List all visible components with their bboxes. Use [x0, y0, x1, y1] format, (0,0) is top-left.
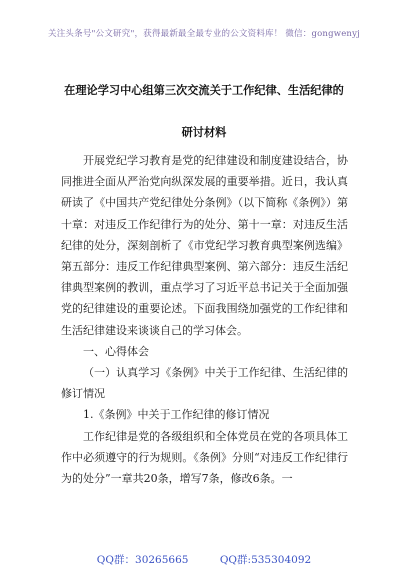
item-heading: 1.《条例》中关于工作纪律的修订情况	[83, 408, 270, 422]
qq-group-link-2[interactable]: QQ群:535304092	[219, 554, 312, 566]
paragraph-intro: 开展党纪学习教育是党的纪律建设和制度建设结合，协同推进全面从严治党向纵深发展的重要举措。近日，我认真研读了《中国共产党纪律处分条例》（以下简称《条例》）第十章：对违反工作纪律行为的处分、第十一章：对违反生活纪律的处分，深刻剖析了《市党纪学习教育典型案例选编》第五部分：违反工作纪律典型案例、第六部分：违反生活纪律典型案例的教训，重点学习了习近平总书记关于全面加强党的纪律建设的重要论述。下面我围绕加强党的工作纪律和生活纪律建设来谈谈自己的学习体会。	[61, 154, 348, 337]
paragraph-work-discipline: 工作纪律是党的各级组织和全体党员在党的各项具体工作中必须遵守的行为规则。《条例》分则“对违反工作纪律行为的处分”一章共20条，增写7条，修改6条。一	[61, 429, 348, 486]
document-subtitle: 研讨材料	[181, 125, 227, 139]
page-header-banner: 关注头条号"公文研究"，获得最新最全最专业的公文资料库！ 微信：gongwenyj	[48, 29, 360, 39]
section-heading: 一、心得体会	[83, 344, 149, 358]
document-body	[61, 150, 348, 489]
subsection-heading: （一）认真学习《条例》中关于工作纪律、生活纪律的修订情况	[61, 366, 348, 401]
qq-group-link-1[interactable]: QQ群：30265665	[96, 554, 189, 566]
document-title: 在理论学习中心组第三次交流关于工作纪律、生活纪律的	[64, 83, 344, 97]
page-footer	[0, 552, 408, 567]
